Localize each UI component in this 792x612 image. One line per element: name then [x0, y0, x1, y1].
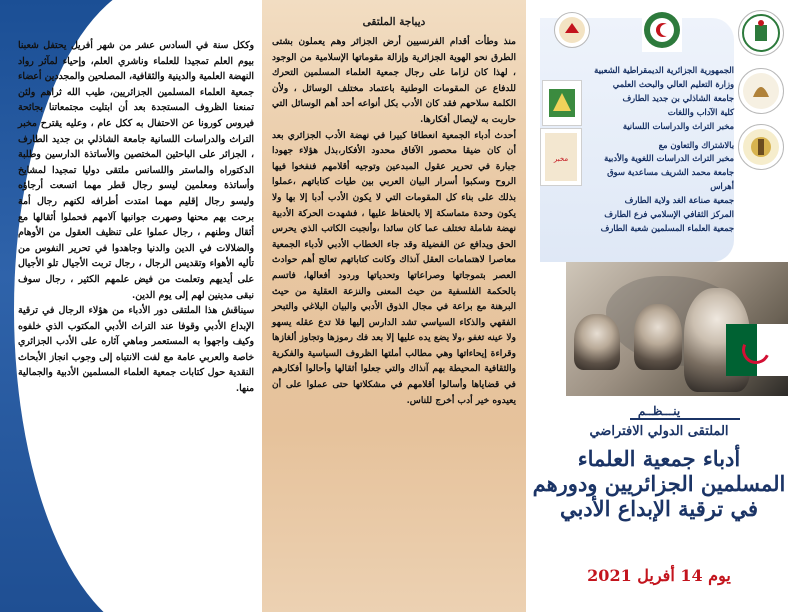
preamble-paragraph-2: أحدث أدباء الجمعية انعطافا كبيرا في نهضة الأدب الجزائري بعد أن كان ضيقا محصور الآفاق محدود الأفكار،بذل هؤلاء جهودا جبارة في تحرير عقول المبدعين وتوجيه أقلامهم فنفخوا فيها الروح وسكبوا أسرار البيان العربي بين طيات كتاباتهم ،عملوا بذلك على بناء كل المقومات التي لا يكون الأدب أدبا إلا بها ولا يكون وحدة متماسكة إلا بالحفاظ عليها ، فشهدت الحركة الأدبية نهضة شاملة تختلف عما كان سائدا ،وأنجبت الكاتب الذي يحرس الحق ويدافع عن الفضيلة وقد جاء الخطاب الأدبي لأدباء الجمعية معاصرا لاهتمامات العقل آنذاك وكانت كتاباتهم تعالج أهم حوادث العصر بتموجاتها وصراعاتها وتحدياتها وردود أفعالها، فاتسم بالحكمة الفلسفية من حيث المعنى والنزعة العقلية من حيث البرهنة مع براعة في مجال الذوق الأدبي والبيان البلاغي والتبحر الفقهي والذكاء السياسي تشد الدارس إليها فلا تدع عقله يسهو ولا عينه تغفو ،ولا يضع يده عليها إلا بعد فك رموزها وتجاوز ألغازها وقراءة إيحاءاتها وهي مطالب أملتها الظروف السياسية والفكرية والثقافية المحيطة بهم آنذاك والتي جعلوا أثقالها وأحالوا أفكارهم في قضاياها وأسالوا أقلامهم في مشكلاتها حتى عملوا على أن يعيدوه خير أدب أخرج للناس. — [272, 129, 516, 406]
scholar-portrait — [574, 314, 620, 370]
scholars-collage-image — [566, 262, 788, 396]
ulama-association-logo — [738, 124, 784, 170]
heritage-lab-logo — [738, 68, 784, 114]
institutions-list — [584, 64, 734, 236]
scholar-portrait — [634, 304, 682, 370]
event-title: أدباء جمعية العلماء المسلمين الجزائريين ودورهم في ترقية الإبداع الأدبي — [532, 446, 786, 521]
organizes-label: ينـــظــم — [637, 404, 681, 418]
left-paragraph-1: وككل سنة في السادس عشر من شهر أفريل يحتفل شعبنا بيوم العلم تمجيدا للعلماء وناشري العلم، وإحياء لمآثر رواد النهضة العلمية والدينية والثقافية، المصلحين والمجددين أعضاء جمعية العلماء المسلمين الجزائريين، طيب الله ثراهم ولئن تمنعنا الظروف المستجدة بعد أن ابتليت مجتمعاتنا بجائحة فيروس كورونا عن الاحتفال به ككل عام ، وعليه يقترح مخبر التراث والدراسات اللسانية جامعة الشاذلي بن جديد الطارف ، الجزائر على الباحثين المختصين والأساتذة الدارسين وطلبة الدكتوراه والماستر واللسانس ملتقى دوليا تمجيدا لمشايخ وأساتذة ومعلمين ليسو رجال قطر مهما اتسعت أرجاؤه وليسو رجال إقليم مهما امتدت أطرافه لكنهم رجال أمة برحت بهم محنها وصهرت جوانبها آلامهم فحملوا أثقالها مع أثقال وطنهم ، رجال عملوا على تنظيف العقول من الأوهام والضلالات في الدين والدنيا وجاهدوا في تحرير النفوس من تأليه الأهواء وتقديس الرجال ، رجال تربت الأجيال تلو الأجيال على أيديهم وتعلمت من فيض علمهم الكثير ، رجال سوف نبقى مدينين لهم إلى يوم الدين. — [18, 40, 254, 301]
middle-panel — [262, 0, 526, 612]
preamble-body — [272, 34, 516, 408]
institution-line: جمعية صناعة الغد ولاية الطارف — [624, 195, 734, 206]
institution-line: جمعية العلماء المسلمين شعبة الطارف — [600, 222, 734, 233]
institution-line: جامعة الشاذلي بن جديد الطارف — [622, 92, 734, 103]
institution-line: الجمهورية الجزائرية الديمقراطية الشعبية — [594, 65, 734, 75]
right-panel — [526, 0, 792, 612]
institution-line: وزارة التعليم العالي والبحث العلمي — [612, 78, 734, 89]
faculty-logo — [554, 12, 590, 48]
association-logo — [542, 80, 582, 126]
left-body-text — [18, 38, 254, 397]
left-paragraph-2: سيناقش هذا الملتقى دور الأدباء من هؤلاء الرجال في ترقية الإبداع الأدبي وقوفا عند التراث الأدبي المكتوب الذي خلفوه وكيف واجهوا به المستعمر وماهي آثاره على الأدب الجزائري خاصة والعربي عامة مع لفت الانتباه إلى وجوب انجاز الأبحاث النقدية حول كتابات جمعية العلماء المسلمين الأدبية والجمالية منها. — [18, 305, 254, 395]
institution-line: بالاشتراك والتعاون مع — [658, 139, 734, 150]
institution-line: جامعة محمد الشريف مساعدية سوق أهراس — [607, 167, 734, 192]
event-date: يوم 14 أفريل 2021 — [587, 566, 731, 585]
left-panel — [0, 0, 262, 612]
institution-line: مخبر التراث والدراسات اللسانية — [622, 120, 734, 131]
institution-line: مخبر التراث الدراسات اللغوية والأدبية — [604, 153, 734, 164]
organizes-underline — [630, 418, 740, 420]
preamble-title: ديباجة الملتقى — [362, 16, 426, 28]
event-subtitle: الملتقى الدولي الافتراضي — [589, 424, 729, 439]
lab-logo-souk-ahras — [540, 128, 582, 186]
preamble-paragraph-1: منذ وطأت أقدام الفرنسيين أرض الجزائر وهم يعملون بشتى الطرق نحو الهوية الجزائرية وإزالة مقوماتها الإسلامية من الوجود ، لهذا كان لزاما على رجال جمعية العلماء المسلمين التحرك للدفاع عن المقومات الوطنية باعتماد مختلف الوسائل ، ولأن الكلمة سلاحهم فقد كان الأدب بكل أنواعه أحد أهم الوسائل التي حاربت به لإيصال أفكارها. — [272, 36, 516, 125]
institution-line: كلية الآداب واللغات — [667, 106, 734, 117]
institution-line: المركز الثقافي الإسلامي فرع الطارف — [604, 209, 734, 220]
svg-text:مخبر: مخبر — [553, 155, 569, 163]
algeria-emblem-logo — [642, 8, 682, 52]
university-logo-chadli — [738, 10, 784, 56]
